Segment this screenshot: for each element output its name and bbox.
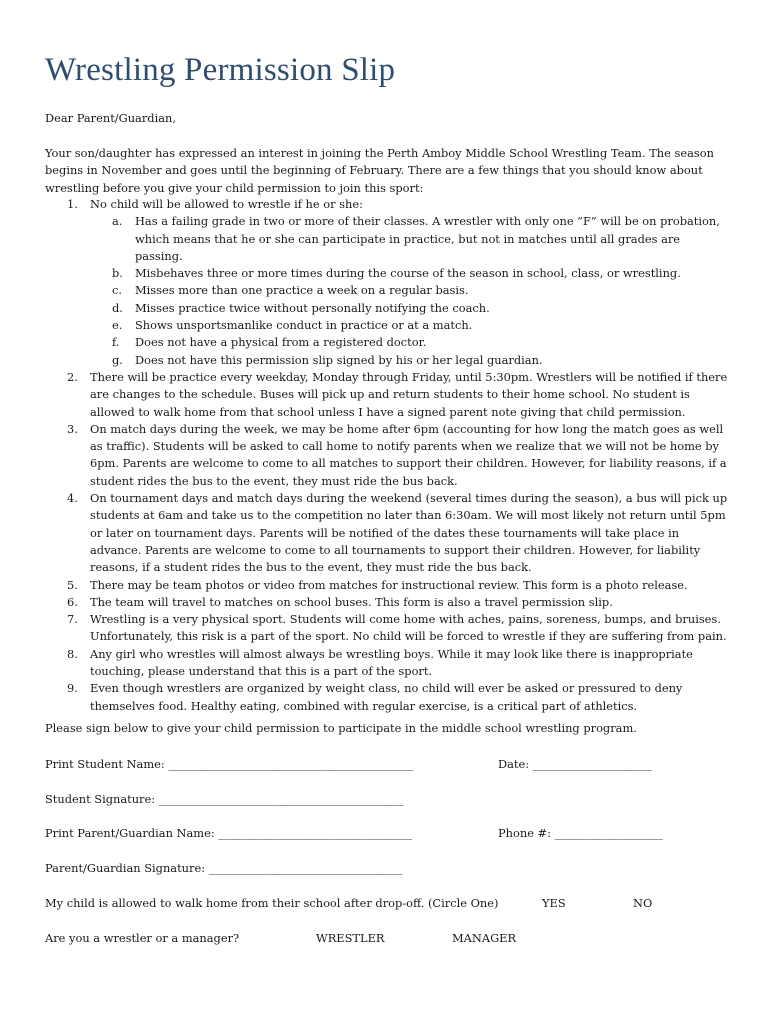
sub-text: Misses more than one practice a week on a regular basis. bbox=[135, 283, 469, 298]
sub-letter: f. bbox=[112, 335, 120, 350]
date-line[interactable]: _____________________ bbox=[532, 757, 653, 771]
sub-letter: e. bbox=[112, 318, 123, 333]
sub-letter: g. bbox=[112, 352, 123, 367]
sub-text: Misses practice twice without personally notifying the coach. bbox=[135, 300, 490, 315]
rule-item bbox=[45, 421, 730, 490]
rule-item bbox=[45, 577, 730, 594]
role-manager-option[interactable]: MANAGER bbox=[452, 931, 517, 945]
intro-paragraph: Your son/daughter has expressed an interest in joining the Perth Amboy Middle School Wrestling Team. The season begins in November and goes until the beginning of February. There are a few things that you should know about wrestling before you give your child permission to join this sport: bbox=[45, 146, 714, 195]
sub-item bbox=[90, 213, 730, 265]
rule-item bbox=[45, 490, 730, 576]
student-name-row bbox=[45, 756, 413, 773]
parent-signature-label: Parent/Guardian Signature: bbox=[45, 861, 206, 875]
rule-number: 8. bbox=[67, 646, 78, 661]
rule-number: 6. bbox=[67, 594, 78, 609]
sub-text: Has a failing grade in two or more of their classes. A wrestler with only one “F” will be on probation, which means that he or she can participate in practice, but not in matches until all grades are passing. bbox=[135, 214, 720, 263]
sub-letter: a. bbox=[112, 214, 123, 229]
role-question: Are you a wrestler or a manager? bbox=[45, 931, 240, 945]
student-signature-label: Student Signature: bbox=[45, 792, 156, 806]
sub-item bbox=[90, 300, 730, 317]
walk-home-no-option[interactable]: NO bbox=[633, 896, 653, 910]
rule-number: 7. bbox=[67, 612, 78, 627]
sub-letter: d. bbox=[112, 300, 123, 315]
rule-text: There will be practice every weekday, Monday through Friday, until 5:30pm. Wrestlers will be notified if there are changes to the schedule. Buses will pick up and return students to their home school. No student is allowed to walk home from that school unless I have a signed parent note giving that child permission. bbox=[90, 369, 728, 419]
rule-item bbox=[45, 594, 730, 611]
sub-letter: b. bbox=[112, 266, 123, 281]
rule-item bbox=[45, 680, 730, 715]
date-label: Date: bbox=[498, 757, 530, 771]
rule-number: 9. bbox=[67, 681, 78, 696]
rule-item bbox=[45, 646, 730, 681]
sub-item bbox=[90, 265, 730, 282]
phone-line[interactable]: ___________________ bbox=[554, 826, 663, 840]
rule-number: 1. bbox=[67, 197, 78, 211]
rule-text: On match days during the week, we may be home after 6pm (accounting for how long the match goes as well as traffic). Students will be asked to call home to notify parents when we realize that we will not be home by 6pm. Parents are welcome to come to all matches to support their children. However, for liability reasons, if a student rides the bus to the event, they must ride the bus back. bbox=[90, 421, 727, 488]
role-wrestler-option[interactable]: WRESTLER bbox=[316, 931, 385, 945]
closing-instruction: Please sign below to give your child permission to participate in the middle school wrestling program. bbox=[45, 721, 637, 735]
salutation: Dear Parent/Guardian, bbox=[45, 111, 176, 125]
parent-name-row bbox=[45, 825, 412, 842]
rule-number: 4. bbox=[67, 491, 78, 506]
student-name-line[interactable]: ___________________________________________ bbox=[168, 757, 414, 771]
parent-name-line[interactable]: __________________________________ bbox=[218, 826, 412, 840]
rule-text: There may be team photos or video from matches for instructional review. This form is a photo release. bbox=[90, 577, 688, 592]
disqualification-list bbox=[90, 213, 730, 369]
rule-text: Wrestling is a very physical sport. Students will come home with aches, pains, soreness, bumps, and bruises. Unfortunately, this risk is a part of the sport. No child will be forced to wrestle if they are suffering from pain. bbox=[90, 612, 727, 644]
rule-item bbox=[45, 611, 730, 646]
sub-text: Does not have a physical from a registered doctor. bbox=[135, 335, 427, 350]
sub-item bbox=[90, 282, 730, 299]
student-signature-row bbox=[45, 791, 404, 808]
sub-item bbox=[90, 352, 730, 369]
date-field bbox=[498, 756, 652, 773]
rule-text: On tournament days and match days during the weekend (several times during the season), a bus will pick up students at 6am and take us to the competition no later than 6:30am. We will most likely not return until 5pm or later on tournament days. Parents will be notified of the dates these tournaments will take place in advance. Parents are welcome to come to all tournaments to support their children. However, for liability reasons, if a student rides the bus to the event, they must ride the bus back. bbox=[90, 491, 728, 575]
rule-text: No child will be allowed to wrestle if he or she: bbox=[90, 197, 363, 211]
sub-item bbox=[90, 317, 730, 334]
sub-item bbox=[90, 334, 730, 351]
rule-number: 5. bbox=[67, 577, 78, 592]
rules-list bbox=[45, 196, 730, 715]
rule-item bbox=[45, 369, 730, 421]
parent-name-label: Print Parent/Guardian Name: bbox=[45, 826, 215, 840]
student-name-label: Print Student Name: bbox=[45, 757, 165, 771]
page-title: Wrestling Permission Slip bbox=[45, 52, 396, 88]
rule-text: Even though wrestlers are organized by weight class, no child will ever be asked or pressured to deny themselves food. Healthy eating, combined with regular exercise, is a critical part of athletics. bbox=[90, 681, 683, 713]
rule-item bbox=[45, 196, 730, 369]
rule-number: 2. bbox=[67, 369, 78, 384]
sub-letter: c. bbox=[112, 283, 123, 298]
parent-signature-row bbox=[45, 860, 402, 877]
student-signature-line[interactable]: ___________________________________________ bbox=[158, 792, 404, 806]
phone-label: Phone #: bbox=[498, 826, 551, 840]
sub-text: Shows unsportsmanlike conduct in practice or at a match. bbox=[135, 318, 473, 333]
walk-home-question: My child is allowed to walk home from their school after drop-off. (Circle One) bbox=[45, 896, 499, 910]
rule-text: Any girl who wrestles will almost always be wrestling boys. While it may look like there is inappropriate touching, please understand that this is a part of the sport. bbox=[90, 646, 693, 679]
parent-signature-line[interactable]: __________________________________ bbox=[208, 861, 403, 875]
sub-text: Does not have this permission slip signed by his or her legal guardian. bbox=[135, 352, 543, 367]
phone-field bbox=[498, 825, 663, 842]
walk-home-yes-option[interactable]: YES bbox=[542, 896, 566, 910]
rule-text: The team will travel to matches on school buses. This form is also a travel permission slip. bbox=[90, 594, 613, 609]
rule-number: 3. bbox=[67, 421, 78, 436]
sub-text: Misbehaves three or more times during the course of the season in school, class, or wrestling. bbox=[135, 266, 681, 281]
